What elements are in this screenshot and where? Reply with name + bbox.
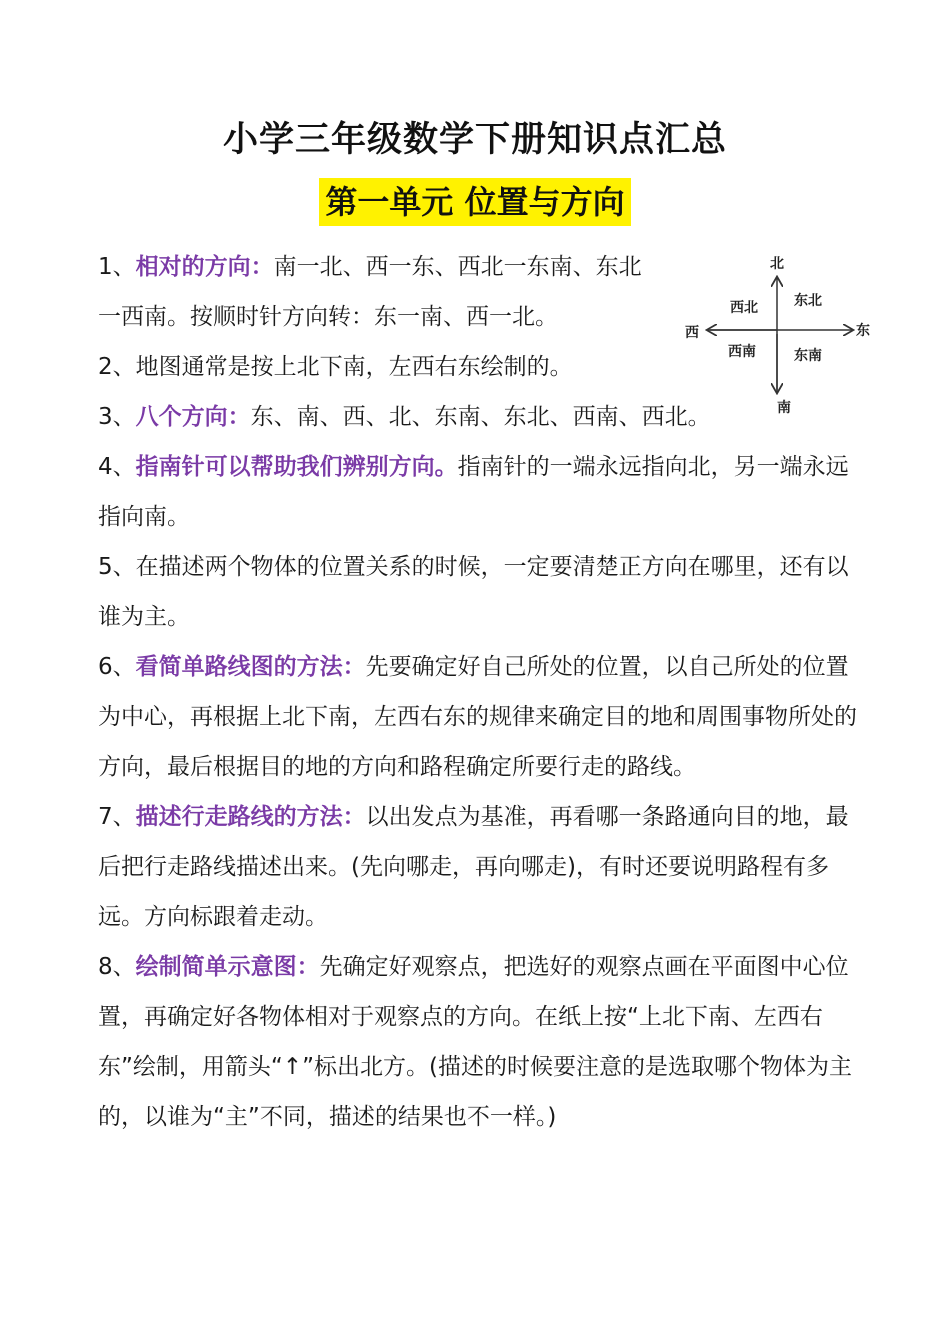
unit-subtitle: 第一单元 位置与方向 (319, 178, 630, 226)
compass-east-label: 东 (856, 323, 870, 339)
page-title: 小学三年级数学下册知识点汇总 (222, 120, 727, 160)
list-item (98, 342, 858, 392)
knowledge-list (98, 242, 858, 1142)
subtitle-container (0, 178, 950, 226)
item-text: 东、南、西、北、东南、东北、西南、西北。 (250, 404, 711, 430)
item-number: 3、 (98, 404, 136, 430)
item-number: 8、 (98, 954, 136, 980)
compass-north-label: 北 (770, 256, 784, 272)
item-text: 先要确定好自己所处的位置，以自己所处的位置为中心，再根据上北下南，左西右东的规律来确定目的地和周围事物所处的方向，最后根据目的地的方向和路程确定所要行走的路线。 (98, 654, 857, 780)
item-text: 先确定好观察点，把选好的观察点画在平面图中心位置，再确定好各物体相对于观察点的方向。在纸上按“上北下南、左西右东”绘制，用箭头“↑”标出北方。(描述的时候要注意的是选取哪个物体为主的，以谁为“主”不同，描述的结果也不一样。) (98, 954, 852, 1130)
item-number: 7、 (98, 804, 136, 830)
item-text: 指南针的一端永远指向北，另一端永远指向南。 (98, 454, 849, 530)
item-text: 地图通常是按上北下南，左西右东绘制的。 (135, 354, 573, 380)
item-text: 南一北、西一东、西北一东南、东北一西南。按顺时针方向转：东一南、西一北。 (98, 254, 642, 330)
item-key-phrase: 八个方向： (135, 404, 251, 430)
item-text: 以出发点为基准，再看哪一条路通向目的地，最后把行走路线描述出来。(先向哪走，再向哪走)，有时还要说明路程有多远。方向标跟着走动。 (98, 804, 849, 930)
compass-northwest-label: 西北 (730, 300, 758, 316)
item-key-phrase: 指南针可以帮助我们辨别方向。 (135, 454, 458, 480)
item-number: 5、 (98, 554, 136, 580)
item-number: 4、 (98, 454, 136, 480)
list-item (98, 942, 858, 1142)
compass-west-label: 西 (685, 325, 699, 341)
compass-south-label: 南 (777, 400, 791, 416)
compass-southeast-label: 东南 (794, 348, 822, 364)
list-item (98, 442, 858, 542)
list-item (98, 392, 858, 442)
list-item (98, 242, 658, 342)
list-item (98, 542, 858, 642)
compass-northeast-label: 东北 (794, 293, 822, 309)
list-item (98, 642, 858, 792)
item-key-phrase: 看简单路线图的方法： (135, 654, 366, 680)
item-key-phrase: 绘制简单示意图： (135, 954, 320, 980)
item-number: 2、 (98, 354, 136, 380)
list-item (98, 792, 858, 942)
item-key-phrase: 相对的方向： (135, 254, 274, 280)
item-number: 6、 (98, 654, 136, 680)
compass-southwest-label: 西南 (728, 344, 756, 360)
item-number: 1、 (98, 254, 136, 280)
item-key-phrase: 描述行走路线的方法： (135, 804, 366, 830)
item-text: 在描述两个物体的位置关系的时候，一定要清楚正方向在哪里，还有以谁为主。 (98, 554, 849, 630)
